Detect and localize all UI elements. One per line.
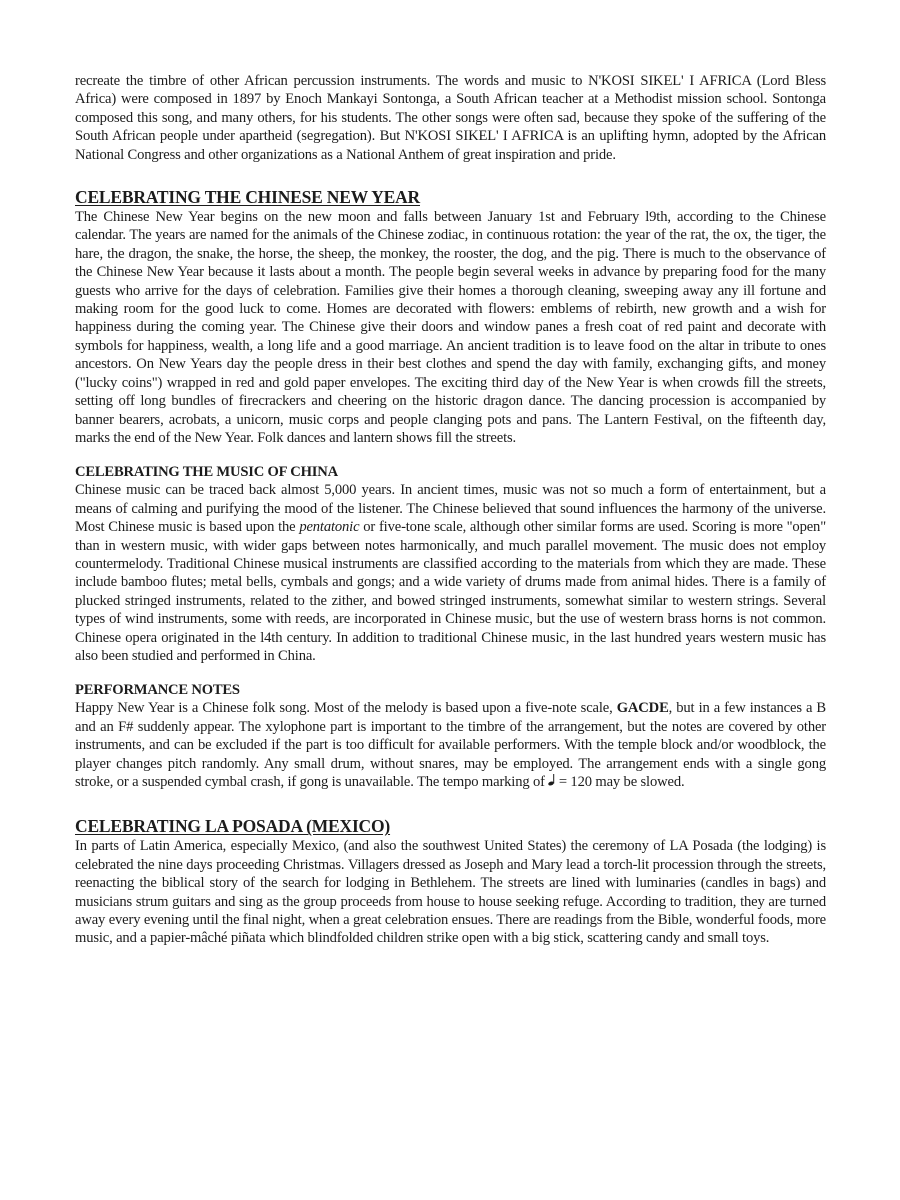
notes-text-part-3: = 120 may be slowed. [555,774,685,790]
la-posada-section [75,815,826,947]
scale-notes: GACDE [616,700,669,717]
music-of-china-heading: CELEBRATING THE MUSIC OF CHINA [75,464,338,481]
music-of-china-paragraph [75,481,826,665]
performance-notes-heading: PERFORMANCE NOTES [75,682,240,699]
intro-paragraph: recreate the timbre of other African percussion instruments. The words and music to N'KOSI SIKEL' I AFRICA (Lord Bless Africa) were composed in 1897 by Enoch Mankayi Sontonga, a South African teacher at a Methodist mission school. Sontonga composed this song, and many others, for his students. The other songs were often sad, because they spoke of the suffering of the South African people under apartheid (segregation). But N'KOSI SIKEL' I AFRICA is an uplifting hymn, adopted by the African National Congress and other organizations as a National Anthem of great inspiration and pride. [75,73,826,163]
music-text-part-1: Chinese music can be traced back almost 5,000 years. In ancient times, music was not so much a form of entertainment, but a means of calming and purifying the mood of the listener. The Chinese believed that sound influences the harmony of the universe. Most Chinese music is based upon the [75,482,826,536]
chinese-new-year-paragraph: The Chinese New Year begins on the new moon and falls between January 1st and February l9th, according to the Chinese calendar. The years are named for the animals of the Chinese zodiac, in continuous rotation: the year of the rat, the ox, the tiger, the hare, the dragon, the snake, the horse, the sheep, the monkey, the rooster, the dog, and the pig. There is much to the observance of the Chinese New Year because it lasts about a month. The people begin several weeks in advance by preparing food for the many guests who arrive for the days of celebration. Families give their homes a thorough cleaning, sweeping away any ill fortune and making room for the good luck to come. Homes are decorated with flowers: emblems of rebirth, new growth and a wish for happiness during the coming year. The Chinese give their doors and window panes a fresh coat of red paint and decorate with symbols for happiness, wealth, a long life and a good marriage. An ancient tradition is to leave food on the altar in tribute to ones ancestors. On New Years day the people dress in their best clothes and spend the day with family, exchanging gifts, and money ("lucky coins") wrapped in red and gold paper envelopes. The exciting third day of the New Year is when crowds fill the streets, setting off long bundles of firecrackers and cheering on the historic dragon dance. The dancing procession is accompanied by banner bearers, acrobats, a unicorn, music corps and people clanging pots and pans. The Lantern Festival, on the fifteenth day, marks the end of the New Year. Folk dances and lantern shows fill the streets. [75,209,826,446]
music-of-china-section [75,463,826,665]
performance-notes-section [75,681,826,791]
performance-notes-paragraph [75,699,826,791]
notes-text-part-2: , but in a few instances a B and an F# suddenly appear. The xylophone part is important to the timbre of the arrangement, but the notes are covered by other instruments, and can be excluded if the part is too difficult for available performers. With the temple block and/or woodblock, the player changes pitch randomly. Any small drum, without snares, may be employed. The arrangement ends with a single gong stroke, or a suspended cymbal crash, if gong is unavailable. The tempo marking of [75,700,826,790]
chinese-new-year-section [75,186,826,447]
music-text-part-2: or five-tone scale, although other similar forms are used. Scoring is more "open" than in western music, with wider gaps between notes harmonically, and much parallel movement. The music does not employ countermelody. Traditional Chinese musical instruments are classified according to the materials from which they are made. These include bamboo flutes; metal bells, cymbals and gongs; and a wide variety of drums made from animal hides. There is a family of plucked stringed instruments, related to the zither, and bowed stringed instruments, somewhat similar to western strings. Several types of wind instruments, some with reeds, are incorporated in Chinese music, but the use of western brass horns is not common. Chinese opera originated in the l4th century. In addition to traditional Chinese music, in the last hundred years western music has also been studied and performed in China. [75,519,826,664]
intro-section [75,72,826,164]
notes-text-part-1: Happy New Year is a Chinese folk song. Most of the melody is based upon a five-note scale, [75,700,617,717]
la-posada-heading: CELEBRATING LA POSADA (MEXICO) [75,816,391,837]
chinese-new-year-heading: CELEBRATING THE CHINESE NEW YEAR [75,187,420,208]
la-posada-paragraph: In parts of Latin America, especially Mexico, (and also the southwest United States) the ceremony of LA Posada (the lodging) is celebrated the nine days proceeding Christmas. Villagers dressed as Joseph and Mary lead a torch-lit procession through the streets, reenacting the biblical story of the search for lodging in Bethlehem. The streets are lined with luminaries (candles in bags) and musicians strum guitars and sing as the group proceeds from house to house seeking refuge. According to tradition, they are turned away every evening until the final night, when a great celebration ensues. There are readings from the Bible, wonderful foods, more music, and a papier-mâché piñata which blindfolded children strike open with a big stick, scattering candy and small toys. [75,838,826,947]
pentatonic-term: pentatonic [299,519,360,536]
document-page [75,72,826,948]
